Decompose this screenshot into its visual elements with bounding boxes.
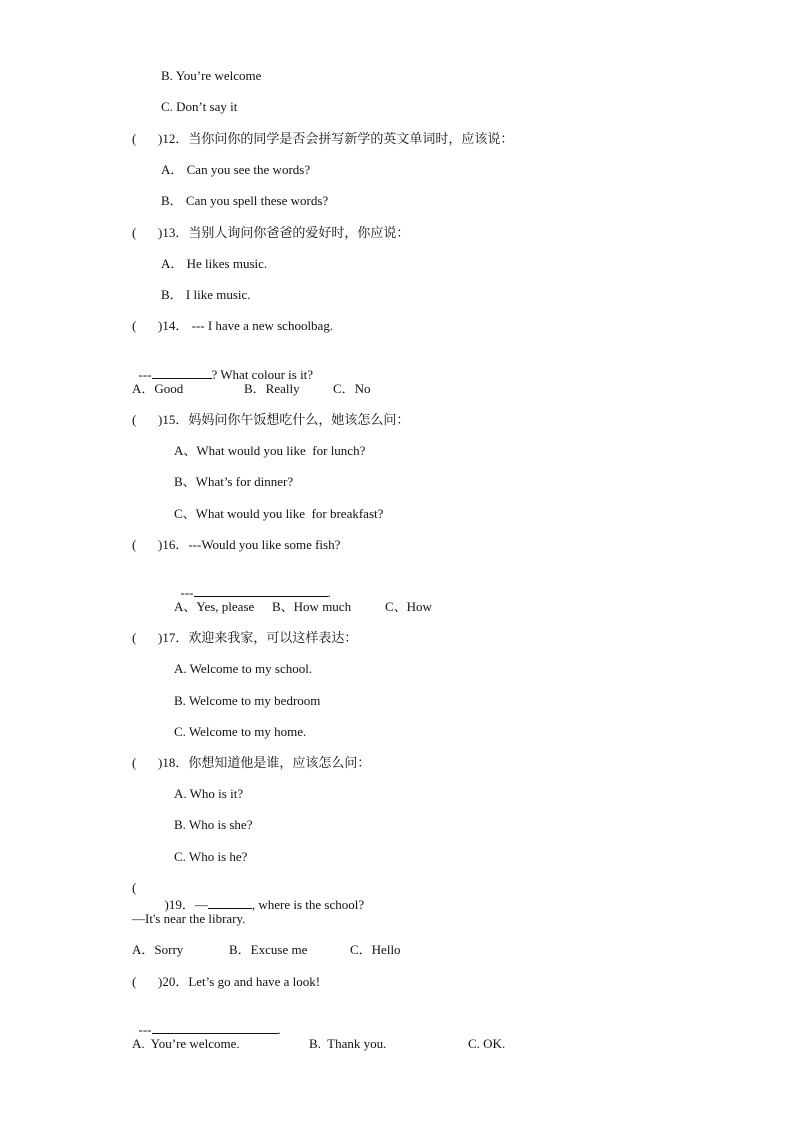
q16-dash: --- — [180, 585, 194, 600]
q16-option-c: C、How — [385, 599, 432, 614]
q13-option-b: B． I like music. — [161, 287, 251, 302]
q19-answer-paren: ( — [132, 880, 137, 895]
q13-option-a: A． He likes music. — [161, 256, 268, 271]
q14-option-a: A．Good — [132, 381, 184, 396]
q16-period: . — [327, 585, 331, 600]
q12-question: )12．当你问你的同学是否会拼写新学的英文单词时，应该说： — [158, 131, 514, 146]
q13-answer-paren: ( — [132, 225, 137, 240]
q19-question — [158, 880, 364, 913]
q14-answer-paren: ( — [132, 318, 137, 333]
q15-option-b: B、What’s for dinner? — [174, 474, 294, 489]
q20-period: . — [277, 1022, 281, 1037]
q12-answer-paren: ( — [132, 131, 137, 146]
q11-option-c: C. Don’t say it — [161, 99, 238, 114]
q19-prefix: )19．— — [164, 897, 208, 912]
q16-answer-paren: ( — [132, 537, 137, 552]
q17-option-a: A. Welcome to my school. — [174, 661, 313, 676]
q20-blank — [152, 1021, 278, 1034]
q15-option-a: A、What would you like for lunch? — [174, 443, 366, 458]
q18-question: )18．你想知道他是谁，应该怎么问： — [158, 755, 371, 770]
q19-blank — [208, 896, 252, 909]
q17-option-b: B. Welcome to my bedroom — [174, 693, 321, 708]
q19-option-b: B．Excuse me — [229, 942, 308, 957]
q14-option-b: B．Really — [244, 381, 300, 396]
q20-option-a: A. You’re welcome. — [132, 1036, 240, 1051]
q12-option-a: A． Can you see the words? — [161, 162, 311, 177]
q19-question-text: , where is the school? — [251, 897, 365, 912]
q19-reply: —It's near the library. — [132, 911, 246, 926]
q12-option-b: B． Can you spell these words? — [161, 193, 329, 208]
q16-question: )16．---Would you like some fish? — [158, 537, 341, 552]
q14-option-c: C．No — [333, 381, 371, 396]
q17-answer-paren: ( — [132, 630, 137, 645]
q20-response-line — [132, 1005, 281, 1038]
q17-question: )17．欢迎来我家，可以这样表达： — [158, 630, 358, 645]
q19-option-c: C．Hello — [350, 942, 401, 957]
q18-option-a: A. Who is it? — [174, 786, 244, 801]
q18-option-b: B. Who is she? — [174, 817, 253, 832]
q15-option-c: C、What would you like for breakfast? — [174, 506, 384, 521]
q18-option-c: C. Who is he? — [174, 849, 248, 864]
q19-option-a: A．Sorry — [132, 942, 184, 957]
q13-question: )13．当别人询问你爸爸的爱好时，你应说： — [158, 225, 410, 240]
q20-question: )20．Let’s go and have a look! — [158, 974, 321, 989]
q16-option-b: B、How much — [272, 599, 352, 614]
q14-dash: --- — [138, 367, 152, 382]
q14-question: )14． --- I have a new schoolbag. — [158, 318, 334, 333]
q14-blank — [152, 366, 212, 379]
q15-question: )15．妈妈问你午饭想吃什么，她该怎么问： — [158, 412, 410, 427]
q14-response-text: ? What colour is it? — [211, 367, 314, 382]
q20-option-b: B. Thank you. — [309, 1036, 387, 1051]
q11-option-b: B. You’re welcome — [161, 68, 262, 83]
q15-answer-paren: ( — [132, 412, 137, 427]
q20-answer-paren: ( — [132, 974, 137, 989]
q20-dash: --- — [138, 1022, 152, 1037]
q16-option-a: A、Yes, please — [174, 599, 255, 614]
q16-blank — [194, 584, 328, 597]
q17-option-c: C. Welcome to my home. — [174, 724, 307, 739]
q20-option-c: C. OK. — [468, 1036, 506, 1051]
q14-response-line — [132, 350, 313, 383]
q16-response-line — [174, 568, 331, 601]
q18-answer-paren: ( — [132, 755, 137, 770]
